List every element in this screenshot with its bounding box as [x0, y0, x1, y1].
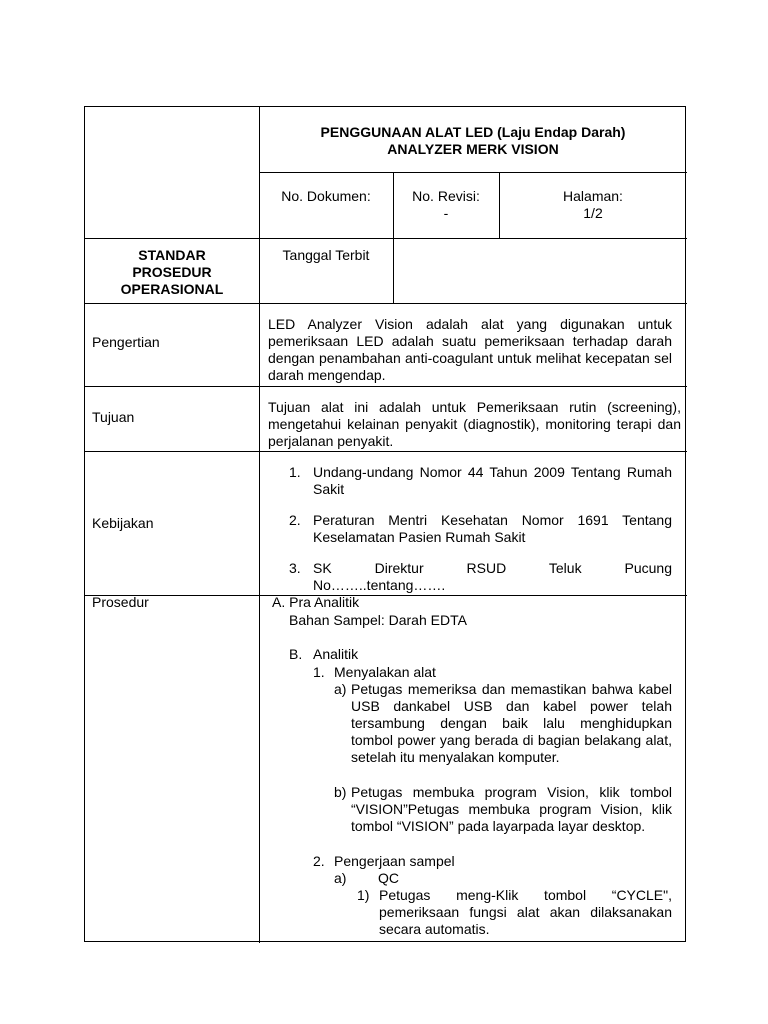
sop-heading — [85, 247, 259, 298]
kebijakan-num-3: 3. — [289, 560, 301, 576]
doc-number-label: No. Dokumen: — [281, 188, 371, 204]
step-2-title: Pengerjaan sampel — [334, 853, 455, 869]
col-divider-main — [259, 107, 260, 943]
qc-num: a) — [334, 870, 347, 886]
step-1-num: 1. — [313, 664, 325, 680]
issue-date-label: Tanggal Terbit — [282, 247, 370, 263]
page-cell — [499, 188, 687, 222]
kebijakan-num-1: 1. — [289, 464, 301, 480]
document-title — [259, 124, 687, 158]
kebijakan-label: Kebijakan — [92, 515, 154, 531]
kebijakan-num-2: 2. — [289, 512, 301, 528]
analitik-letter: B. — [289, 646, 303, 662]
pra-analitik-heading: A. Pra Analitik — [272, 594, 360, 610]
row-divider-pengertian — [85, 386, 687, 387]
row-divider-title — [259, 172, 687, 173]
step-1a-num: a) — [334, 681, 347, 697]
qc-step-1-text: Petugas meng-Klik tombol “CYCLE", pemeriksaan fungsi alat akan dilaksanakan secara automatis. — [379, 887, 672, 937]
sample-material: Bahan Sampel: Darah EDTA — [289, 612, 467, 628]
pengertian-text: LED Analyzer Vision adalah alat yang digunakan untuk pemeriksaan LED adalah suatu pemeriksaan terhadap darah dengan penambahan anti-coagulant untuk melihat kecepatan sel darah mengendap. — [268, 316, 672, 383]
kebijakan-item-3-line-1: SK Direktur RSUD Teluk Pucung — [313, 560, 672, 576]
step-2-num: 2. — [313, 853, 325, 869]
row-divider-kebijakan — [85, 595, 687, 596]
sop-line-3: OPERASIONAL — [120, 281, 224, 297]
tujuan-label: Tujuan — [92, 409, 135, 425]
analitik-heading: Analitik — [313, 646, 359, 662]
kebijakan-item-1: Undang-undang Nomor 44 Tahun 2009 Tentang Rumah Sakit — [313, 464, 672, 497]
tujuan-text: Tujuan alat ini adalah untuk Pemeriksaan rutin (screening), mengetahui kelainan penyakit (diagnostik), monitoring terapi dan perjalanan penyakit. — [268, 399, 681, 449]
title-line-1: PENGGUNAAN ALAT LED (Laju Endap Darah) — [320, 124, 626, 140]
title-line-2: ANALYZER MERK VISION — [387, 141, 559, 157]
sop-line-1: STANDAR — [138, 247, 206, 263]
step-1-title: Menyalakan alat — [334, 664, 436, 680]
kebijakan-item-3-line-2: No……..tentang……. — [313, 577, 446, 593]
revision-cell — [393, 188, 499, 222]
pengertian-label: Pengertian — [92, 334, 160, 350]
row-divider-docinfo — [85, 238, 687, 239]
row-divider-tujuan — [85, 451, 687, 452]
step-1a-text: Petugas memeriksa dan memastikan bahwa kabel USB dankabel USB dan kabel power telah tersambung dengan baik lalu menghidupkan tombol power yang berada di bagian belakang alat, setelah itu menyalakan komputer. — [351, 681, 672, 765]
revision-value: - — [443, 205, 449, 221]
qc-step-1-num: 1) — [357, 887, 370, 903]
qc-title: QC — [378, 870, 399, 886]
step-1b-text: Petugas membuka program Vision, klik tombol “VISION”Petugas membuka program Vision, klik tombol “VISION” pada layarpada layar desktop. — [351, 784, 672, 834]
kebijakan-item-2: Peraturan Mentri Kesehatan Nomor 1691 Tentang Keselamatan Pasien Rumah Sakit — [313, 512, 672, 545]
step-1b-num: b) — [334, 784, 347, 800]
sop-line-2: PROSEDUR — [132, 264, 212, 280]
page-label: Halaman: — [563, 188, 623, 204]
prosedur-label: Prosedur — [92, 594, 149, 610]
page-value: 1/2 — [583, 205, 603, 221]
sop-table — [84, 106, 686, 942]
revision-label: No. Revisi: — [412, 188, 480, 204]
row-divider-date — [85, 303, 687, 304]
